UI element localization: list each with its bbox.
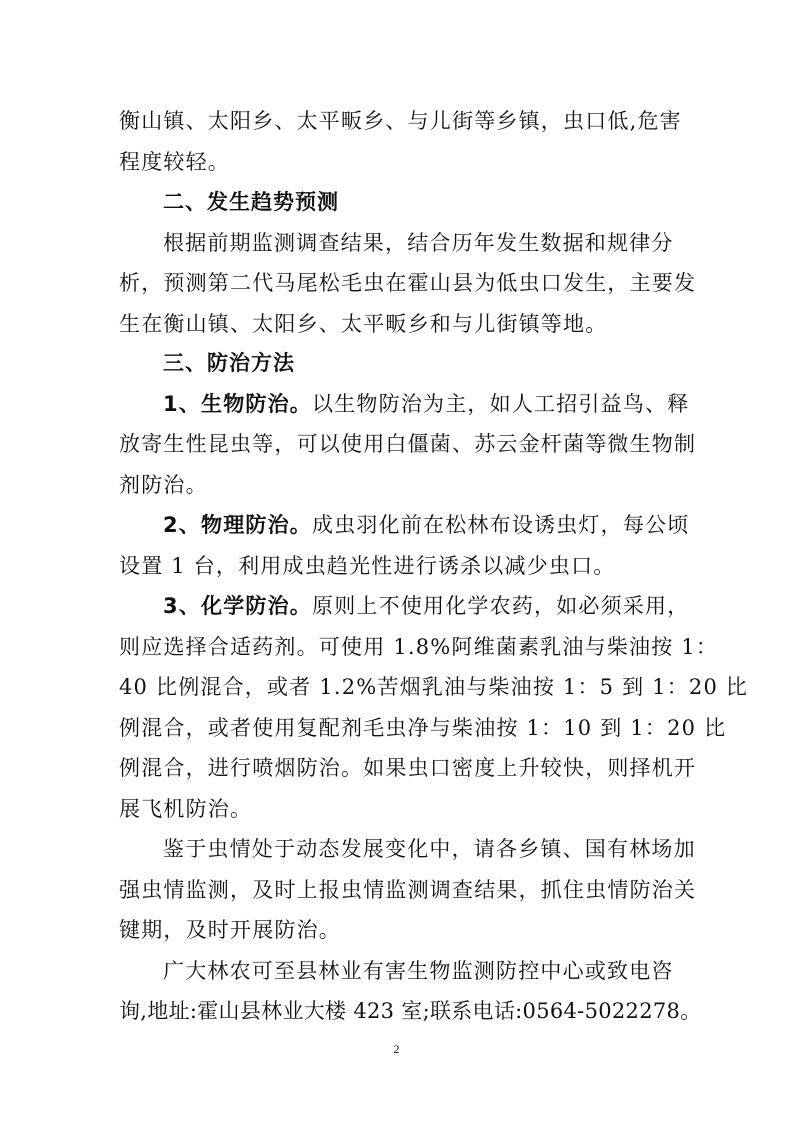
item-text: 以生物防治为主，如人工招引益鸟、释	[312, 392, 690, 416]
section-heading-trend: 二、发生趋势预测	[163, 190, 339, 214]
text-line: 程度较轻。	[119, 150, 230, 174]
page-number: 2	[393, 1042, 400, 1056]
text-line: 析，预测第二代马尾松毛虫在霍山县为低虫口发生，主要发	[119, 271, 697, 295]
text-line: 展飞机防治。	[119, 797, 253, 821]
text-line: 例混合，进行喷烟防治。如果虫口密度上升较快，则择机开	[119, 756, 697, 780]
text-line: 鉴于虫情处于动态发展变化中，请各乡镇、国有林场加	[163, 837, 696, 861]
contact-line: 询,地址:霍山县林业大楼 423 室;联系电话:0564-5022278。	[119, 999, 702, 1023]
text-line: 设置 1 台，利用成虫趋光性进行诱杀以减少虫口。	[119, 554, 616, 578]
section-heading-methods: 三、防治方法	[163, 351, 295, 375]
text-line: 例混合，或者使用复配剂毛虫净与柴油按 1：10 到 1：20 比	[119, 716, 727, 740]
text-line: 40 比例混合，或者 1.2%苦烟乳油与柴油按 1：5 到 1：20 比	[119, 675, 749, 699]
text-line: 广大林农可至县林业有害生物监测防控中心或致电咨	[163, 959, 674, 983]
text-line: 键期，及时开展防治。	[119, 918, 341, 942]
item-lead-biological: 1、生物防治。	[163, 392, 313, 416]
item-text: 成虫羽化前在松林布设诱虫灯，每公顷	[312, 513, 690, 537]
item-lead-chemical: 3、化学防治。	[163, 594, 313, 618]
text-line: 根据前期监测调查结果，结合历年发生数据和规律分	[163, 231, 674, 255]
text-line: 放寄生性昆虫等，可以使用白僵菌、苏云金杆菌等微生物制	[119, 432, 697, 456]
paragraph-physical	[163, 512, 689, 538]
item-lead-physical: 2、物理防治。	[163, 513, 313, 537]
text-line: 剂防治。	[119, 473, 208, 497]
text-line: 衡山镇、太阳乡、太平畈乡、与儿街等乡镇，虫口低,危害	[119, 109, 682, 133]
text-line: 则应选择合适药剂。可使用 1.8%阿维菌素乳油与柴油按 1：	[119, 635, 719, 659]
paragraph-chemical	[163, 593, 689, 619]
item-text: 原则上不使用化学农药，如必须采用，	[312, 594, 690, 618]
text-line: 强虫情监测，及时上报虫情监测调查结果，抓住虫情防治关	[119, 878, 697, 902]
paragraph-biological	[163, 391, 689, 417]
text-line: 生在衡山镇、太阳乡、太平畈乡和与儿街镇等地。	[119, 312, 608, 336]
